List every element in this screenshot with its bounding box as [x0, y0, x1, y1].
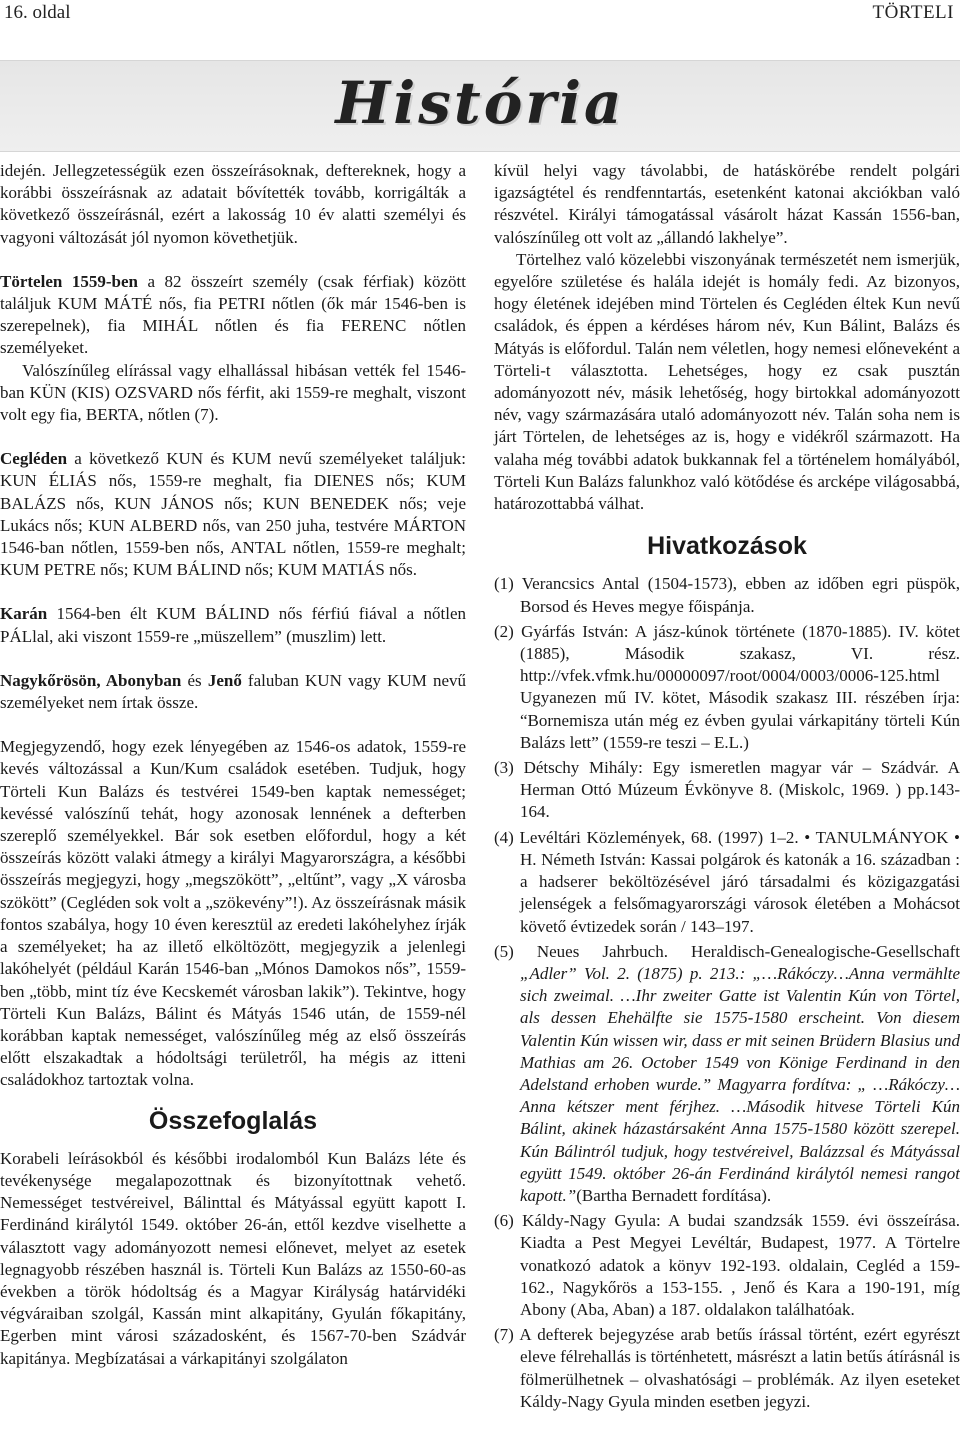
reference-item: (5) Neues Jahrbuch. Heraldisch-Genealogische-Gesellschaft „Adler” Vol. 2. (1875) p. 213.: „…Rákóczy…Anna vermählte sich zweimal. …Ihr zweiter Gatte ist Valentin Kún von Törtel, als dessen Ehehälfte sie 1575-1580 erscheint. Von diesem Valentin Kún wissen wir, dass er mit seinen Brüdern Blasius und Mathias am 26. October 1549 von Könige Ferdinand in den Adelstand erhoben wurde.” Magyarra fordítva: „ …Rákóczy… Anna kétszer ment férjhez. …Második hitvese Törteli Kún Bálint, akinek házastársaként Anna 1575-1580 között szerepel. Kún Bálintról tudjuk, hogy testvéreivel, Balázzsal és Mátyással együtt 1549. október 26-án Ferdinánd királytól nemesi rangot kapott.”(Bartha Bernadett fordítása). — [494, 941, 960, 1205]
publication-name: TÖRTELI — [872, 2, 954, 23]
left-column — [0, 160, 466, 1370]
reference-item: (4) Levéltári Közlemények, 68. (1997) 1–2. • TANULMÁNYOK • H. Németh István: Kassai polgárok és katonák a 16. században : a hadserег beköltözésével járó társadalmi és közigazgatási jelenségek a felsőmagyarországi városok életében a Mohácsot követő évtizedek során / 143–197. — [494, 827, 960, 936]
paragraph: Nagykőrösön, Abonyban és Jenő faluban KUN vagy KUM nevű személyeket nem írtak össze. — [0, 670, 466, 713]
reference-item: (6) Káldy-Nagy Gyula: A budai szandzsák 1559. évi összeírása. Kiadta a Pest Megyei Levéltár, Budapest, 1977. A Törtelre vonatkozó adatok a könyv 192-193. oldalain, Cegléd a 159-162., Nagykőrös a 153-155. , Jenő és Kara a 190-191, míg Abony (Aba, Aban) a 187. oldalakon találhatóak. — [494, 1211, 960, 1319]
place-name: Cegléden — [0, 449, 68, 469]
references-list — [494, 573, 960, 1413]
place-name: Karán — [0, 604, 48, 624]
paragraph: Korabeli leírásokból és későbbi irodalomból Kun Balázs léte és tevékenysége megalapozottnak és bizonyítottnak vehető. Nemességet testvéreivel, Bálinttal és Mátyással együtt kapott I. Ferdinánd királytól 1549. október 26-án, ettől kezdve viselhette a választott vagy adományozott nemesi előnevet, melyet az esetek legnagyobb részében használ is. Törteli Kun Balázs az 1550-60-as években a török hódoltság és a Magyar Királyság határvidéki végváraiban szolgál, Kassán mint alkapitány, Gyulán főkapitány, Egerben mint városi századosként, és 1567-70-ben Szádvár kapitánya. Megbízatásai a várkapitányi szolgálaton — [0, 1148, 466, 1368]
paragraph: kívül helyi vagy távolabbi, de hatáskörébe rendelt polgári igazságtétel és rendfenntartás, esetenként katonai akciókban való részvétel. Királyi támogatással vásárolt házat Kassán 1556-ban, valószínűleg ott volt az „állandó lakhelye”. — [494, 161, 960, 247]
page-number: 16. oldal — [4, 2, 71, 23]
paragraph: Törtelen 1559-ben a 82 összeírt személy (csak férfiak) között találjuk KUM MÁTÉ nős, fia PETRI nőtlen (ők már 1546-ben is szerepelnek), fia MIHÁL nőtlen és fia FERENC nőtlen személyeket. — [0, 271, 466, 358]
summary-heading: Összefoglalás — [148, 1106, 318, 1135]
reference-item: (2) Gyárfás István: A jász-kúnok története (1870-1885). IV. kötet (1885), Második szakasz, VI. rész. http://vfek.vfmk.hu/00000097/root/0004/0003/0006-125.html Ugyanezen mű IV. kötet, Második szakasz III. részében írja: “Bornemisza után még ez évben gyulai várkapitány törteli Kún Balázs lett” (1559-re teszi – E.L.) — [494, 621, 960, 752]
paragraph: Karán 1564-ben élt KUM BÁLIND nős férfiú fiával a nőtlen PÁLlal, aki viszont 1559-re „müszellem” (muszlim) lett. — [0, 604, 466, 646]
place-name: Jenő — [207, 670, 242, 690]
right-column — [494, 160, 960, 1416]
place-name: Nagykőrösön, Abonyban — [0, 670, 182, 690]
reference-item: (3) Détschy Mihály: Egy ismeretlen magyar vár – Szádvár. A Herman Ottó Múzeum Évkönyve 8. (Miskolc, 1969. ) pp.143-164. — [494, 758, 960, 822]
paragraph: Törtelhez való közelebbi viszonyának természetét nem ismerjük, egyelőre születése és halála idejét is homály fedi. Az bizonyos, hogy életének idejében mind Törtelen és Cegléden éltek Kun nevű családok, és éppen a kérdéses három név, Kun Bálint, Balázs és Mátyás is előfordul. Talán nem véletlen, hogy nemesi előneveként a Törteli-t választotta. Lehetséges, hogy ez csak pusztán adományozott név, másik lehetőség, hogy birtokkal adományozott név, vagy származására utaló adományozott név. Talán soha nem is járt Törtelen, de lehetséges az is, hogy e vidékről származott. Ha valaha még további adatok bukkannak fel a történelem homályából, Törteli Kun Balázs falunkhoz való kötődése és arcképe világosabbá, határozottabbá válhat. — [494, 249, 960, 514]
paragraph: Valószínűleg elírással vagy elhallással hibásan vették fel 1546-ban KÜN (KIS) OZSVARD nős férfit, aki 1559-re meghalt, viszont volt egy fia, BERTA, nőtlen (7). — [0, 360, 466, 425]
paragraph: Megjegyzendő, hogy ezek lényegében az 1546-os adatok, 1559-re kevés változással a Kun/Kum családok esetében. Tudjuk, hogy Törteli Kun Balázs és testvérei 1549-ben kaptak nemességet; kevéssé valószínű tehát, hogy azonosak lennének a defterben szereplő személyekkel. Bár sok esetben előfordul, hogy a két összeírás között valaki átmegy a királyi Magyarországra, a későbbi összeírás megjegyzi, hogy „megszökött”, „eltűnt”, vagy „X városba szökött” (Cegléden sok volt a „szökevény”!). Az összeírásnak másik fontos szabálya, hogy 10 éven keresztül az eredeti lakóhelyhez írják a személyeket; ha az illető elköltözött, megjegyzik a jelenlegi lakóhelyét (például Karán 1546-ban „Mónos Damokos nős”, 1559-ben „több, mint tíz éve Kecskemét városban lakik”). Tekintve, hogy Törteli Kun Balázs, Bálint és Mátyás 1546 után, de 1559-nél korábban kaptak nemességet, valószínűleg még az első összeírás előtt elszakadtak a hódoltsági területről, ha mégis az itteni családokhoz tartoztak volna. — [0, 737, 466, 1090]
section-banner — [0, 60, 960, 152]
page-header — [0, 0, 960, 28]
reference-item: (7) A defterek bejegyzése arab betűs írással történt, ezért egyrészt eleve félrehallás is történhetett, másrészt a latin betűs átírásnál is fölmerülhetnek – olvashatósági – problémák. Az ilyen eseteket Káldy-Nagy Gyula minden esetben jegyzi. — [494, 1325, 960, 1411]
references-heading: Hivatkozások — [647, 532, 807, 561]
reference-item: (1) Verancsics Antal (1504-1573), ebben az időben egri püspök, Borsod és Heves megye főispánja. — [494, 574, 960, 616]
place-name: Törtelen 1559-ben — [0, 271, 138, 291]
paragraph: idején. Jellegzetességük ezen összeírásoknak, deftereknek, hogy a korábbi összeírásnak az adatait bővítették tovább, korrigálták a következő összeírásnál, ezért a lakosság 10 év alatti személyi és vagyoni változását jól nyomon követhetjük. — [0, 161, 466, 247]
paragraph: Cegléden a következő KUN és KUM nevű személyeket találjuk: KUN ÉLIÁS nős, 1559-re meghalt, fia DIENES nős; KUM BALÁZS nős, KUN JÁNOS nős; KUN BENEDEK nős; veje Lukács nős; KUN ALBERD nős, van 250 juha, testvére MÁRTON 1546-ban nőtlen, 1559-ben nős, ANTAL nőtlen, 1559-re meghalt; KUM PETRE nős; KUM BÁLIND nős; KUM MATIÁS nős. — [0, 449, 466, 580]
section-title: História — [335, 69, 625, 137]
